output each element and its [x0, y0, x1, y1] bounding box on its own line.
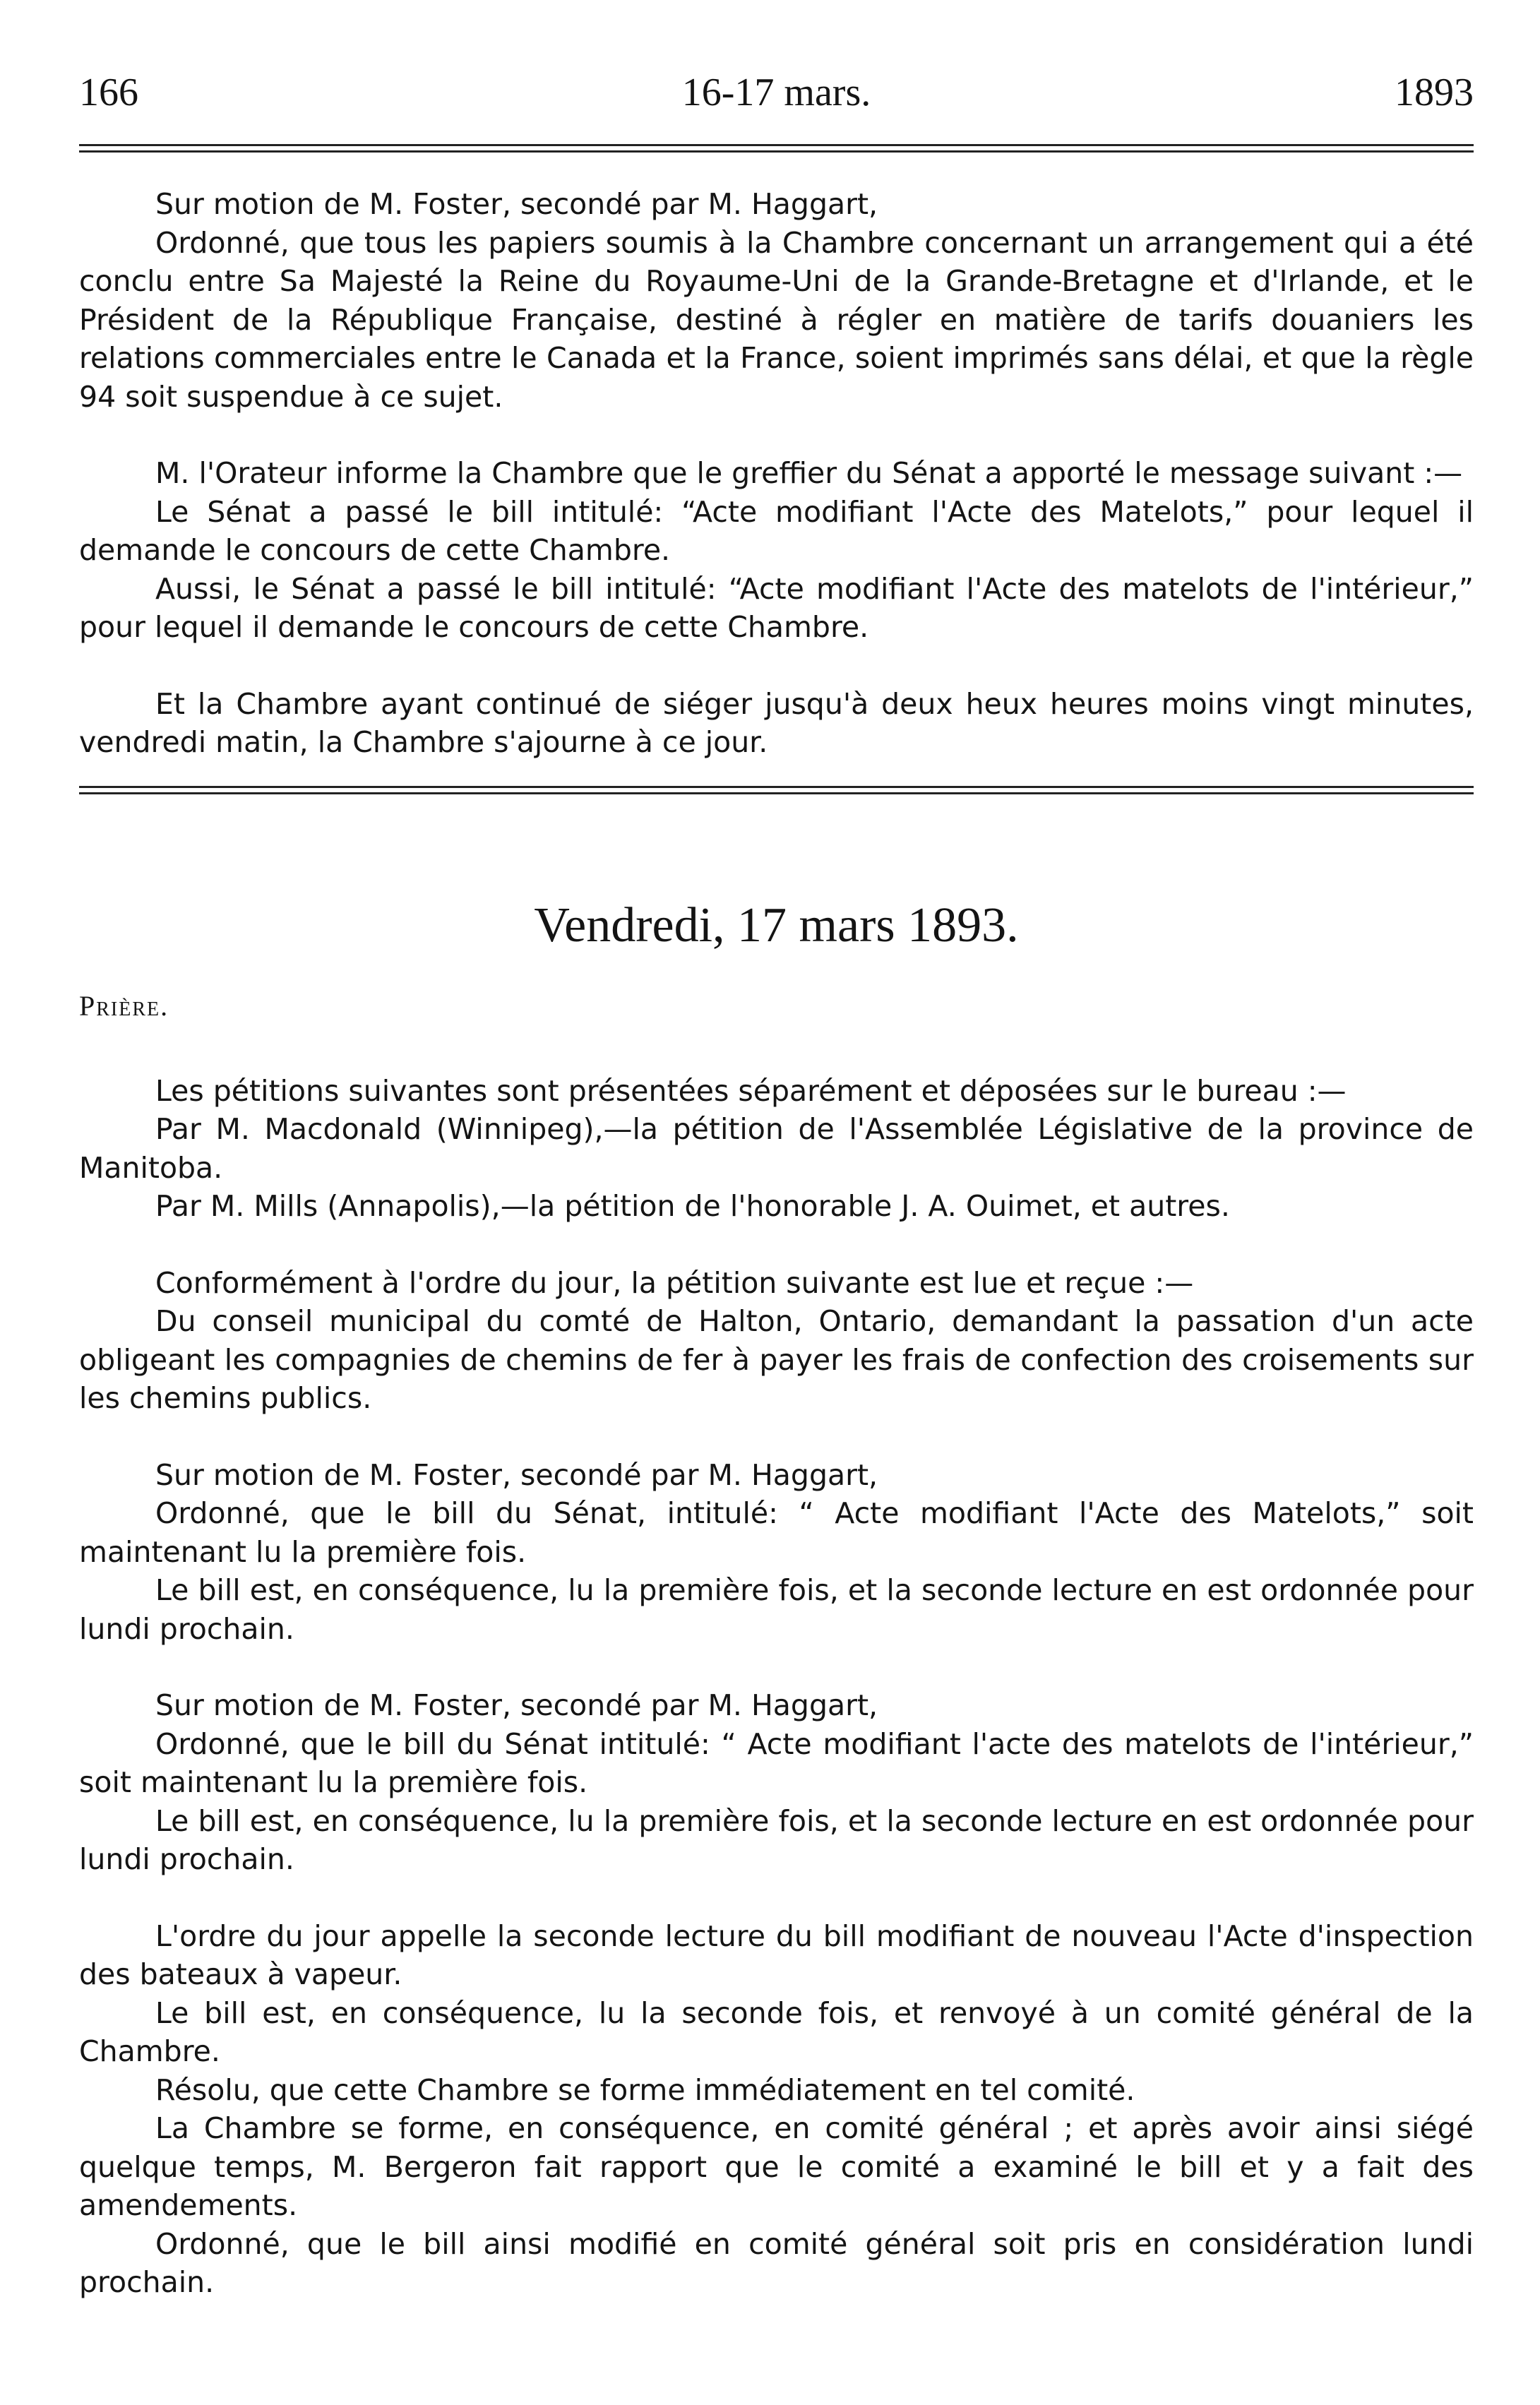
- motion-2-block: [79, 1456, 1474, 1649]
- motion-3-result: Le bill est, en conséquence, lu la première fois, et la seconde lecture en est ordonnée pour lundi prochain.: [79, 1803, 1474, 1876]
- message-intro: M. l'Orateur informe la Chambre que le greffier du Sénat a apporté le message suivant :—: [155, 456, 1463, 490]
- motion-2-result: Le bill est, en conséquence, lu la première fois, et la seconde lecture en est ordonnée pour lundi prochain.: [79, 1573, 1474, 1646]
- petition-read-text: Du conseil municipal du comté de Halton, Ontario, demandant la passation d'un acte obligeant les compagnies de chemins de fer à payer les frais de confection des croisements sur les chemins publics.: [79, 1304, 1474, 1415]
- section-double-rule: [79, 786, 1474, 794]
- motion-papers-block: [79, 185, 1474, 416]
- header-year: 1893: [1395, 71, 1474, 114]
- adjournment-text: Et la Chambre ayant continué de siéger jusqu'à deux heux heures moins vingt minutes, vendredi matin, la Chambre s'ajourne à ce jour.: [79, 686, 1474, 759]
- petition-item-2: Par M. Mills (Annapolis),—la pétition de l'honorable J. A. Ouimet, et autres.: [155, 1189, 1230, 1223]
- order-papers: Ordonné, que tous les papiers soumis à la Chambre concernant un arrangement qui a été conclu entre Sa Majesté la Reine du Royaume-Uni de la Grande-Bretagne et d'Irlande, et le Président de la République Française, destiné à régler en matière de tarifs douaniers les relations commerciales entre le Canada et la France, soient imprimés sans délai, et que la règle 94 soit suspendue à ce sujet.: [79, 225, 1474, 414]
- order-day-intro: Conformément à l'ordre du jour, la pétition suivante est lue et reçue :—: [155, 1265, 1194, 1300]
- senate-message-block: [79, 454, 1474, 647]
- committee-text: La Chambre se forme, en conséquence, en comité général ; et après avoir ainsi siégé quelque temps, M. Bergeron fait rapport que le comité a examiné le bill et y a fait des amendements.: [79, 2111, 1474, 2222]
- header-double-rule: [79, 144, 1474, 153]
- motion-intro: Sur motion de M. Foster, secondé par M. Haggart,: [155, 187, 878, 221]
- message-bill-2: Aussi, le Sénat a passé le bill intitulé: “Acte modifiant l'Acte des matelots de l'intérieur,” pour lequel il demande le concours de cette Chambre.: [79, 571, 1474, 644]
- order-day-2: L'ordre du jour appelle la seconde lecture du bill modifiant de nouveau l'Acte d'inspection des bateaux à vapeur.: [79, 1918, 1474, 1991]
- steamboat-bill-block: [79, 1917, 1474, 2302]
- motion-2-order: Ordonné, que le bill du Sénat, intitulé: “ Acte modifiant l'Acte des Matelots,” soit maintenant lu la première fois.: [79, 1496, 1474, 1569]
- header-date: 16-17 mars.: [681, 71, 871, 114]
- running-header: [79, 68, 1474, 117]
- petitions-block: [79, 1072, 1474, 1226]
- motion-2-intro: Sur motion de M. Foster, secondé par M. Haggart,: [155, 1457, 878, 1492]
- day-heading: Vendredi, 17 mars 1893.: [534, 897, 1019, 953]
- prayer-label: Prière.: [79, 989, 169, 1022]
- resolved-text: Résolu, que cette Chambre se forme immédiatement en tel comité.: [155, 2072, 1135, 2107]
- final-order: Ordonné, que le bill ainsi modifié en comité général soit pris en considération lundi prochain.: [79, 2226, 1474, 2299]
- petition-item-1: Par M. Macdonald (Winnipeg),—la pétition de l'Assemblée Législative de la province de Manitoba.: [79, 1112, 1474, 1185]
- motion-3-order: Ordonné, que le bill du Sénat intitulé: “ Acte modifiant l'acte des matelots de l'intérieur,” soit maintenant lu la première fois.: [79, 1726, 1474, 1799]
- adjournment-block: [79, 685, 1474, 762]
- motion-3-intro: Sur motion de M. Foster, secondé par M. Haggart,: [155, 1688, 878, 1722]
- message-bill-1: Le Sénat a passé le bill intitulé: “Acte modifiant l'Acte des Matelots,” pour lequel il demande le concours de cette Chambre.: [79, 494, 1474, 567]
- second-reading: Le bill est, en conséquence, lu la seconde fois, et renvoyé à un comité général de la Chambre.: [79, 1995, 1474, 2068]
- journal-page: [79, 68, 1474, 2302]
- motion-3-block: [79, 1686, 1474, 1879]
- petitions-intro: Les pétitions suivantes sont présentées séparément et déposées sur le bureau :—: [155, 1073, 1347, 1108]
- page-number: 166: [79, 71, 138, 114]
- petition-read-block: [79, 1264, 1474, 1418]
